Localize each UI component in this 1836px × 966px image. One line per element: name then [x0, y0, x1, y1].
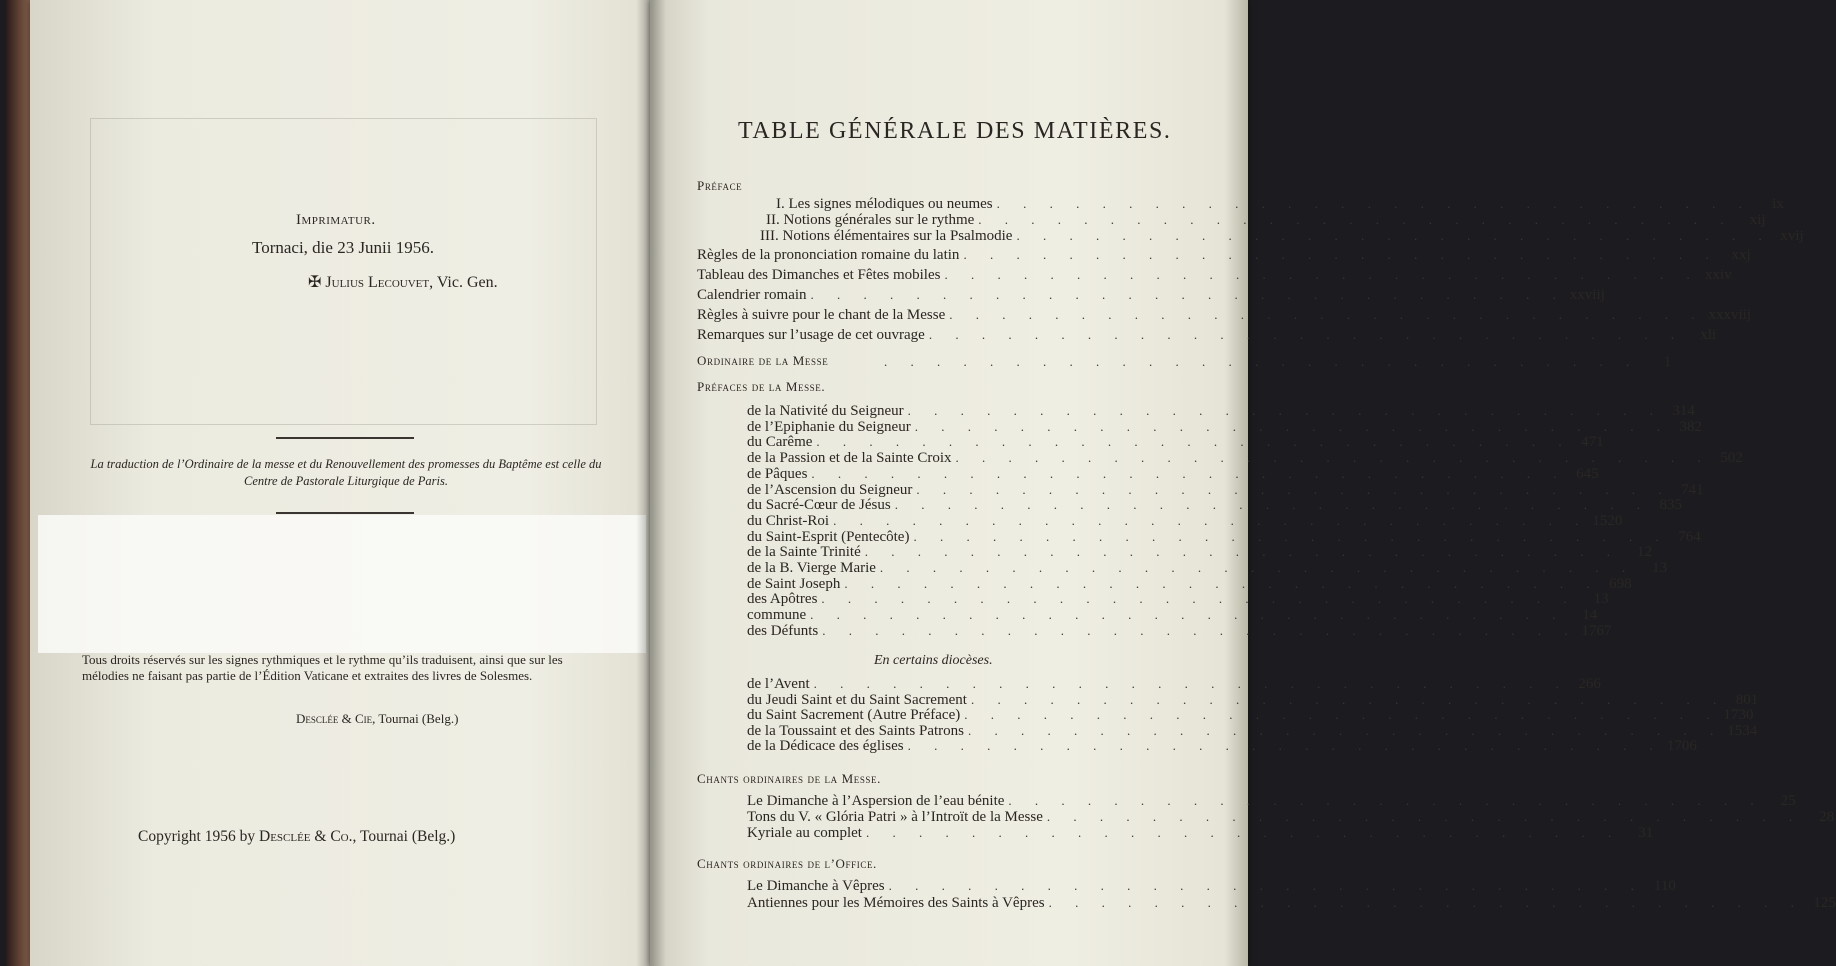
leader-dots: . . . . . . . . . . . . . . . . . . . . . . . . . . . . . [894, 497, 1650, 513]
leader-dots: . . . . . . . . . . . . . . . . . . . . . . . . . . . . . [1048, 895, 1804, 910]
leader-dots: . . . . . . . . . . . . . . . . . . . . . . . . . . . . . [833, 512, 1589, 528]
toc-entry-label: de Pâques [747, 465, 808, 482]
toc-entry-label: du Christ-Roi [747, 512, 830, 529]
toc-entry-page: xxviij [1569, 287, 1605, 303]
toc-entry-label: de l’Avent [747, 676, 810, 692]
toc-entry-page: 31 [1638, 825, 1654, 841]
toc-entry-page: 13 [1593, 591, 1609, 608]
toc-entry-page: 764 [1678, 528, 1701, 545]
leader-dots: . . . . . . . . . . . . . . . . . . . . . . . . . . . . . [907, 403, 1663, 418]
copyright-publisher: Desclée & Co. [259, 828, 353, 845]
section-heading-ordinaire: Ordinaire de la Messe [697, 353, 829, 368]
leader-dots: . . . . . . . . . . . . . . . . . . . . . . . . . . . . . [821, 591, 1577, 607]
section-heading-chants-messe: Chants ordinaires de la Messe. [697, 771, 881, 786]
toc-entry-page: 1534 [1727, 722, 1758, 739]
toc-entry-page: xxxviij [1708, 307, 1752, 323]
leader-dots: . . . . . . . . . . . . . . . . . . . . . . . . . . . . . [822, 622, 1578, 638]
leader-dots: . . . . . . . . . . . . . . . . . . . . . . . . . . . . . [1046, 809, 1803, 824]
signatory-name: Julius Lecouvet [325, 274, 430, 291]
leader-dots: . . . . . . . . . . . . . . . . . . . . . . . . . . . . . [884, 354, 1640, 369]
toc-entry-page: xli [1700, 327, 1717, 343]
leader-dots: . . . . . . . . . . . . . . . . . . . . . . . . . . . . . [864, 544, 1620, 560]
toc-entry-label: commune [747, 607, 807, 624]
toc-entry-page: 1706 [1666, 738, 1697, 754]
leader-dots: . . . . . . . . . . . . . . . . . . . . . . . . . . . . . [888, 878, 1644, 893]
toc-entry [697, 286, 1605, 304]
toc-entry-page: 645 [1576, 465, 1599, 482]
toc-entry [697, 326, 1717, 344]
toc-entry-page: 502 [1720, 450, 1743, 467]
toc-entry-page: 110 [1653, 878, 1676, 894]
toc-entry-label: Tableau des Dimanches et Fêtes mobiles [697, 267, 941, 283]
toc-entry-page: 125 [1813, 895, 1836, 911]
toc-entry [747, 894, 1836, 912]
toc-entry [880, 353, 1672, 371]
section-heading-preface: Préface [697, 178, 743, 193]
toc-entry-label: de la Toussaint et des Saints Patrons [747, 722, 964, 739]
toc-entry-label: Le Dimanche à l’Aspersion de l’eau bénite [747, 793, 1005, 809]
toc-entry-page: 13 [1652, 560, 1668, 576]
signatory-role: , Vic. Gen. [429, 274, 498, 291]
toc-entry-page: 1730 [1723, 707, 1754, 723]
toc-entry-label: II. Notions générales sur le rythme [766, 212, 975, 228]
toc-entry-page: xxiv [1705, 267, 1732, 283]
adhesive-tape-strip [38, 515, 646, 653]
toc-entry-page: 25 [1780, 793, 1796, 809]
toc-entry-page: 741 [1681, 481, 1704, 498]
leader-dots: . . . . . . . . . . . . . . . . . . . . . . . . . . . . . [844, 575, 1600, 591]
toc-entry-label: du Sacré-Cœur de Jésus [747, 497, 891, 514]
copyright-prefix: Copyright 1956 by [138, 828, 259, 845]
divider-rule [276, 437, 414, 439]
toc-entry-label: de la Sainte Trinité [747, 544, 861, 561]
toc-entry-label: des Défunts [747, 622, 819, 639]
toc-entry-label: Règles de la prononciation romaine du latin [697, 247, 960, 263]
translation-note: La traduction de l’Ordinaire de la messe et du Renouvellement des promesses du Baptême est celle du Centre de Pastorale Liturgique de Paris. [90, 457, 602, 488]
page-title: TABLE GÉNÉRALE DES MATIÈRES. [738, 118, 1172, 144]
leader-dots: . . . . . . . . . . . . . . . . . . . . . . . . . . . . . [813, 676, 1569, 691]
toc-entry-label: Calendrier romain [697, 287, 807, 303]
leader-dots: . . . . . . . . . . . . . . . . . . . . . . . . . . . . . [978, 212, 1734, 227]
toc-entry-page: 266 [1578, 676, 1601, 692]
toc-entry-page: 1520 [1592, 512, 1623, 529]
leader-dots: . . . . . . . . . . . . . . . . . . . . . . . . . . . . . [970, 691, 1727, 707]
toc-entry [747, 737, 1697, 755]
copyright-line [138, 828, 455, 846]
toc-entry-page: 1 [1663, 354, 1672, 370]
toc-entry [747, 622, 1612, 640]
toc-entry-page: xxj [1731, 247, 1751, 263]
copyright-place: , Tournai (Belg.) [352, 828, 456, 845]
leader-dots: . . . . . . . . . . . . . . . . . . . . . . . . . . . . . [865, 825, 1622, 840]
leader-dots: . . . . . . . . . . . . . . . . . . . . . . . . . . . . . [963, 247, 1719, 262]
toc-entry-label: de l’Epiphanie du Seigneur [747, 418, 911, 435]
toc-entry-label: Le Dimanche à Vêpres [747, 878, 885, 894]
section-heading-prefaces: Préfaces de la Messe. [697, 379, 826, 394]
leader-dots: . . . . . . . . . . . . . . . . . . . . . . . . . . . . . [949, 307, 1705, 322]
leader-dots: . . . . . . . . . . . . . . . . . . . . . . . . . . . . . [968, 722, 1724, 738]
leader-dots: . . . . . . . . . . . . . . . . . . . . . . . . . . . . . [879, 560, 1636, 575]
toc-entry [747, 877, 1676, 895]
imprimatur-place-date: Tornaci, die 23 Junii 1956. [252, 238, 435, 257]
toc-entry-page: ix [1772, 196, 1784, 212]
leader-dots: . . . . . . . . . . . . . . . . . . . . . . . . . . . . . [816, 434, 1572, 450]
cross-icon: ✠ [308, 274, 322, 291]
toc-entry-page: 1767 [1581, 622, 1612, 639]
section-heading-chants-office: Chants ordinaires de l’Office. [697, 856, 877, 871]
toc-entry-page: 801 [1735, 691, 1759, 708]
leader-dots: . . . . . . . . . . . . . . . . . . . . . . . . . . . . . [996, 196, 1752, 211]
toc-entry-page: 835 [1659, 497, 1682, 514]
book-gutter [636, 0, 666, 966]
toc-entry-page: xvij [1780, 228, 1804, 244]
toc-entry-label: du Saint-Esprit (Pentecôte) [747, 528, 910, 545]
toc-entry [697, 306, 1752, 324]
toc-entry [697, 246, 1751, 264]
toc-entry-page: 14 [1582, 607, 1598, 624]
toc-entry-label: Kyriale au complet [747, 825, 862, 841]
leader-dots: . . . . . . . . . . . . . . . . . . . . . . . . . . . . . [913, 528, 1669, 544]
rights-notice: Tous droits réservés sur les signes rythmiques et le rythme qu’ils traduisent, ainsi que sur les mélodies ne faisant pas partie de l’Édition Vaticane et extraites des livres de Solesmes. [82, 652, 563, 683]
leader-dots: . . . . . . . . . . . . . . . . . . . . . . . . . . . . . [907, 738, 1663, 753]
toc-entry-label: de la Dédicace des églises [747, 738, 904, 754]
toc-entry-label: Remarques sur l’usage de cet ouvrage [697, 327, 925, 343]
toc-entry-label: de l’Ascension du Seigneur [747, 481, 913, 498]
toc-entry-label: III. Notions élémentaires sur la Psalmodie [760, 228, 1013, 244]
leader-dots: . . . . . . . . . . . . . . . . . . . . . . . . . . . . . [928, 327, 1685, 342]
toc-entry-page: 698 [1609, 575, 1632, 592]
leader-dots: . . . . . . . . . . . . . . . . . . . . . . . . . . . . . [914, 418, 1670, 434]
leader-dots: . . . . . . . . . . . . . . . . . . . . . . . . . . . . . [1016, 228, 1772, 243]
toc-entry [697, 266, 1732, 284]
publisher-name: Desclée & Cie [296, 711, 373, 726]
toc-entry-label: Antiennes pour les Mémoires des Saints à Vêpres [747, 895, 1045, 911]
toc-entry-label: I. Les signes mélodiques ou neumes [776, 196, 993, 212]
leader-dots: . . . . . . . . . . . . . . . . . . . . . . . . . . . . . [810, 607, 1566, 623]
divider-rule [276, 512, 414, 514]
leader-dots: . . . . . . . . . . . . . . . . . . . . . . . . . . . . . [811, 465, 1567, 481]
leader-dots: . . . . . . . . . . . . . . . . . . . . . . . . . . . . . [944, 267, 1700, 282]
toc-entry-label: du Jeudi Saint et du Saint Sacrement [747, 691, 967, 708]
leader-dots: . . . . . . . . . . . . . . . . . . . . . . . . . . . . . [916, 481, 1672, 497]
toc-entry-label: de la B. Vierge Marie [747, 560, 876, 576]
leader-dots: . . . . . . . . . . . . . . . . . . . . . . . . . . . . . [810, 287, 1566, 302]
leader-dots: . . . . . . . . . . . . . . . . . . . . . . . . . . . . . [964, 707, 1720, 722]
toc-entry-page: 12 [1637, 544, 1652, 561]
toc-entry-page: 471 [1581, 434, 1604, 451]
toc-entry-label: du Saint Sacrement (Autre Préface) [747, 707, 961, 723]
toc-entry-page: 382 [1679, 418, 1702, 435]
toc-entry-page: xij [1749, 212, 1766, 228]
toc-entry-label: du Carême [747, 434, 813, 451]
imprimatur-heading: Imprimatur. [296, 212, 376, 228]
rights-publisher [296, 711, 458, 727]
toc-entry-label: Règles à suivre pour le chant de la Messe [697, 307, 946, 323]
toc-entry-label: des Apôtres [747, 591, 818, 608]
diocese-subheading: En certains diocèses. [874, 653, 993, 668]
toc-entry [760, 227, 1804, 245]
toc-entry-label: Tons du V. « Glória Patri » à l’Introït de la Messe [747, 809, 1043, 825]
toc-entry [747, 824, 1654, 842]
toc-entry-label: de la Passion et de la Sainte Croix [747, 450, 952, 467]
toc-entry-page: 314 [1672, 403, 1695, 419]
toc-entry-label: de Saint Joseph [747, 575, 841, 592]
leader-dots: . . . . . . . . . . . . . . . . . . . . . . . . . . . . . [1008, 793, 1764, 808]
leader-dots: . . . . . . . . . . . . . . . . . . . . . . . . . . . . . [955, 450, 1711, 466]
toc-entry-page: 28 [1819, 809, 1835, 825]
publisher-place: , Tournai (Belg.) [372, 711, 459, 726]
toc-entry-label: de la Nativité du Seigneur [747, 403, 904, 419]
imprimatur-signature [308, 272, 498, 292]
